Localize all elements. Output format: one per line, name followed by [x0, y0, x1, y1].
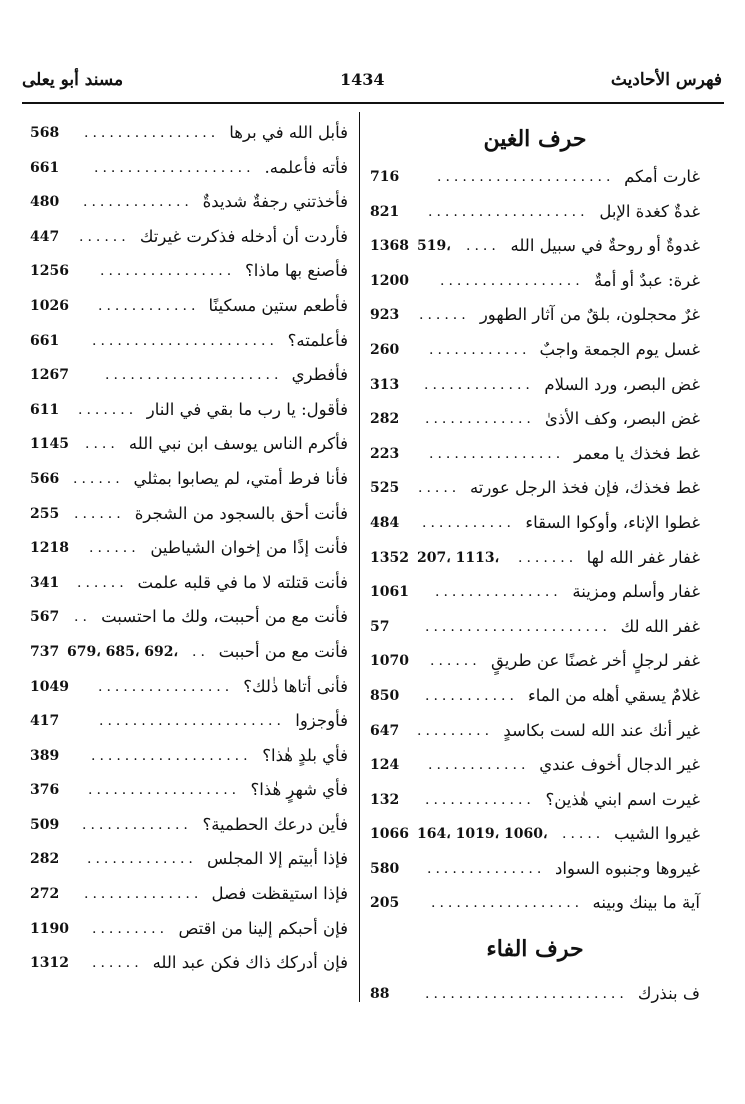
entry-text: غفر الله لك — [620, 616, 700, 636]
index-entry — [370, 852, 700, 887]
index-entry — [30, 289, 348, 324]
entry-text: فأنت إذًا من إخوان الشياطين — [150, 538, 348, 558]
entry-list-ghain — [370, 160, 700, 921]
entry-text: غير الدجال أخوف عندي — [539, 755, 700, 775]
entry-page-number: 1368 — [370, 238, 409, 255]
index-entry — [370, 368, 700, 403]
dot-leader: .................. — [88, 782, 241, 799]
dot-leader: ....... — [518, 549, 578, 566]
index-entry — [370, 402, 700, 437]
dot-leader: ................ — [98, 678, 234, 695]
entry-page-number: 255 — [30, 505, 60, 522]
entry-text: آية ما بينك وبينه — [592, 893, 700, 913]
entry-page-number: 1026 — [30, 297, 69, 314]
index-entry — [30, 185, 348, 220]
entry-page-number: 132 — [370, 791, 400, 808]
dot-leader: ................ — [100, 263, 236, 280]
dot-leader: ............. — [425, 411, 535, 428]
entry-text: فأنا فرط أمتي، لم يصابوا بمثلي — [133, 468, 348, 488]
dot-leader: ................ — [429, 445, 565, 462]
entry-page-number: 1145 — [30, 436, 69, 453]
entry-page-number: 282 — [370, 411, 400, 428]
entry-extra-pages: 164، 1019، 1060، — [417, 826, 548, 843]
entry-page-number: 1070 — [370, 653, 409, 670]
dot-leader: ..................... — [437, 169, 615, 185]
entry-page-number: 1066 — [370, 826, 409, 843]
page-header — [22, 70, 722, 100]
header-index-title: فهرس الأحاديث — [610, 70, 722, 90]
dot-leader: ................... — [94, 159, 255, 176]
entry-text: فأنت قتلته لا ما في قلبه علمت — [137, 572, 348, 592]
index-entry — [370, 471, 700, 506]
index-entry — [370, 783, 700, 818]
dot-leader: ........... — [425, 687, 518, 704]
index-entry — [30, 877, 348, 912]
entry-page-number: 1312 — [30, 955, 69, 972]
dot-leader: ...... — [92, 955, 143, 972]
index-entry — [370, 610, 700, 645]
index-entry — [370, 748, 700, 783]
dot-leader: ...... — [73, 470, 124, 487]
section-heading-fa: حرف الفاء — [486, 936, 584, 963]
entry-text: فأعلمته؟ — [287, 330, 348, 350]
dot-leader: ......... — [417, 722, 494, 739]
right-column — [370, 122, 700, 1012]
index-entry — [370, 714, 700, 749]
entry-page-number: 389 — [30, 747, 60, 764]
entry-page-number: 88 — [370, 986, 390, 1003]
entry-text: فأردت أن أدخله فذكرت غيرتك — [139, 226, 348, 246]
dot-leader: ................... — [91, 747, 252, 764]
index-entry — [30, 254, 348, 289]
dot-leader: .... — [466, 238, 500, 255]
entry-page-number: 1267 — [30, 367, 69, 384]
index-entry — [30, 912, 348, 947]
entry-page-number: 1200 — [370, 272, 409, 289]
dot-leader: ............. — [83, 194, 193, 211]
entry-text: فإذا استيقظت فصل — [211, 884, 348, 904]
entry-page-number: 923 — [370, 307, 400, 324]
entry-page-number: 821 — [370, 203, 400, 220]
index-entry — [30, 842, 348, 877]
index-entry — [30, 635, 348, 670]
index-entry — [30, 808, 348, 843]
index-entry — [30, 497, 348, 532]
entry-page-number: 1190 — [30, 920, 69, 937]
entry-text: فأنت أحق بالسجود من الشجرة — [134, 503, 348, 523]
entry-text: فإذا أبيتم إلا المجلس — [207, 849, 348, 869]
dot-leader: ..... — [418, 480, 461, 497]
entry-page-number: 484 — [370, 514, 400, 531]
header-book-title: مسند أبو يعلى — [22, 70, 124, 90]
dot-leader: .................. — [431, 895, 584, 912]
entry-page-number: 568 — [30, 125, 60, 141]
entry-text: فأنت مع من أحببت، ولك ما احتسبت — [101, 607, 348, 627]
entry-page-number: 611 — [30, 401, 60, 418]
entry-text: فأته فأعلمه. — [264, 157, 348, 177]
index-entry — [30, 220, 348, 255]
entry-page-number: 282 — [30, 851, 60, 868]
dot-leader: ...... — [79, 228, 130, 245]
entry-text: فأنت مع من أحببت — [218, 641, 348, 661]
index-entry — [370, 437, 700, 472]
index-entry — [30, 704, 348, 739]
entry-page-number: 480 — [30, 194, 60, 211]
entry-text: فأطعم ستين مسكينًا — [208, 295, 348, 315]
entry-text: ف بنذرك — [637, 984, 700, 1004]
dot-leader: ...... — [77, 574, 128, 591]
dot-leader: .... — [85, 436, 119, 453]
header-rule — [22, 102, 724, 104]
entry-text: غفار غفر الله لها — [586, 547, 700, 567]
index-entry — [370, 817, 700, 852]
dot-leader: ........................ — [425, 986, 628, 1003]
index-entry — [30, 773, 348, 808]
dot-leader: .. — [74, 609, 91, 626]
dot-leader: ................. — [440, 272, 584, 289]
index-entry — [30, 462, 348, 497]
index-entry — [370, 298, 700, 333]
dot-leader: ............. — [82, 816, 192, 833]
entry-page-number: 566 — [30, 470, 60, 487]
index-entry — [370, 264, 700, 299]
entry-text: غفر لرجلٍ أخر غصنًا عن طريقٍ — [491, 651, 700, 671]
entry-list-left — [30, 116, 348, 981]
entry-text: غارت أمكم — [624, 167, 700, 186]
entry-page-number: 525 — [370, 480, 400, 497]
entry-page-number: 661 — [30, 332, 60, 349]
entry-page-number: 124 — [370, 757, 400, 774]
dot-leader: ...... — [89, 540, 140, 557]
dot-leader: ................ — [84, 125, 220, 141]
entry-text: فأنى أتاها ذٰلك؟ — [243, 676, 348, 696]
index-entry — [370, 506, 700, 541]
index-entry — [370, 333, 700, 368]
index-entry — [370, 541, 700, 576]
entry-text: غيروها وجنبوه السواد — [555, 858, 700, 878]
index-entry — [370, 644, 700, 679]
entry-page-number: 313 — [370, 376, 400, 393]
dot-leader: ...................... — [425, 618, 611, 635]
entry-list-fa — [370, 977, 700, 1012]
index-entry — [30, 116, 348, 151]
dot-leader: ............. — [87, 851, 197, 868]
dot-leader: ....... — [78, 401, 138, 418]
entry-text: فأفطري — [291, 365, 348, 385]
entry-text: فأكرم الناس يوسف ابن نبي الله — [128, 434, 348, 454]
dot-leader: ..................... — [105, 367, 283, 384]
entry-text: غرٌ محجلون، بلقٌ من آثار الطهور — [479, 305, 700, 325]
entry-page-number: 272 — [30, 886, 60, 903]
entry-text: فأصنع بها ماذا؟ — [245, 261, 348, 281]
entry-text: غدةٌ كغدة الإبل — [599, 201, 700, 221]
index-entry — [30, 324, 348, 359]
index-entry — [30, 566, 348, 601]
index-entry — [30, 600, 348, 635]
entry-page-number: 661 — [30, 159, 60, 176]
entry-page-number: 1061 — [370, 584, 409, 601]
entry-extra-pages: 519، — [417, 238, 451, 255]
entry-text: غلامٌ يسقي أهله من الماء — [527, 685, 700, 705]
dot-leader: ..... — [562, 826, 605, 843]
index-entry — [370, 195, 700, 230]
dot-leader: ................... — [428, 203, 589, 220]
entry-text: غير أنك عند الله لست بكاسدٍ — [503, 720, 700, 740]
dot-leader: ............ — [98, 297, 200, 314]
dot-leader: ............. — [424, 376, 534, 393]
dot-leader: ............. — [425, 791, 535, 808]
entry-text: غط فخذك يا معمر — [574, 443, 700, 463]
dot-leader: ...... — [74, 505, 125, 522]
entry-page-number: 447 — [30, 228, 60, 245]
entry-text: فأوجزوا — [295, 711, 348, 731]
dot-leader: ............ — [429, 341, 531, 358]
entry-page-number: 716 — [370, 169, 400, 185]
entry-page-number: 647 — [370, 722, 400, 739]
entry-extra-pages: 207، 1113، — [417, 549, 500, 566]
entry-text: فإن أدركك ذاك فكن عبد الله — [152, 953, 348, 973]
entry-page-number: 1218 — [30, 540, 69, 557]
left-column — [30, 116, 348, 981]
entry-text: غط فخذك، فإن فخذ الرجل عورته — [469, 478, 700, 498]
dot-leader: ......... — [92, 920, 169, 937]
index-entry — [30, 393, 348, 428]
index-entry — [370, 575, 700, 610]
index-entry — [370, 886, 700, 921]
entry-text: غرة: عبدٌ أو أمةٌ — [594, 270, 700, 290]
entry-text: غسل يوم الجمعة واجبٌ — [539, 339, 700, 359]
entry-text: فأي بلدٍ هٰذا؟ — [262, 745, 348, 765]
entry-text: غض البصر، ورد السلام — [544, 374, 700, 394]
entry-page-number: 57 — [370, 618, 390, 635]
entry-text: فأين درعك الحطمية؟ — [202, 814, 348, 834]
entry-text: غيرت اسم ابني هٰذين؟ — [545, 789, 700, 809]
entry-extra-pages: 679، 685، 692، — [67, 643, 178, 660]
entry-page-number: 1049 — [30, 678, 69, 695]
section-heading-ghain: حرف الغين — [483, 126, 587, 152]
entry-page-number: 567 — [30, 609, 60, 626]
entry-page-number: 341 — [30, 574, 60, 591]
entry-text: غفار وأسلم ومزينة — [572, 582, 700, 602]
entry-text: فأخذتني رجفةٌ شديدةٌ — [202, 192, 348, 212]
index-entry — [370, 160, 700, 195]
index-entry — [370, 679, 700, 714]
dot-leader: .............. — [427, 860, 546, 877]
dot-leader: ...................... — [92, 332, 278, 349]
dot-leader: ........... — [422, 514, 515, 531]
entry-text: فأبل الله في برها — [229, 123, 348, 142]
dot-leader: ...... — [430, 653, 481, 670]
dot-leader: .. — [192, 643, 209, 660]
entry-text: فأقول: يا رب ما بقي في النار — [146, 399, 348, 419]
index-entry — [30, 427, 348, 462]
entry-page-number: 376 — [30, 782, 60, 799]
dot-leader: ............... — [435, 584, 562, 601]
dot-leader: .............. — [84, 886, 203, 903]
page-number: 1434 — [340, 70, 385, 89]
dot-leader: ............ — [428, 757, 530, 774]
entry-text: غطوا الإناء، وأوكوا السقاء — [525, 512, 700, 532]
entry-page-number: 1352 — [370, 549, 409, 566]
index-entry — [30, 946, 348, 981]
index-entry — [370, 977, 700, 1012]
entry-page-number: 737 — [30, 643, 60, 660]
entry-page-number: 417 — [30, 713, 60, 730]
dot-leader: ...................... — [99, 713, 285, 730]
index-entry — [370, 229, 700, 264]
entry-page-number: 850 — [370, 687, 400, 704]
entry-text: فإن أحبكم إلينا من اقتص — [178, 918, 348, 938]
index-entry — [30, 151, 348, 186]
index-entry — [30, 670, 348, 705]
entry-page-number: 580 — [370, 860, 400, 877]
index-entry — [30, 531, 348, 566]
entry-page-number: 1256 — [30, 263, 69, 280]
index-entry — [30, 739, 348, 774]
entry-text: فأي شهرٍ هٰذا؟ — [250, 780, 348, 800]
entry-text: غيروا الشيب — [613, 824, 700, 844]
entry-page-number: 223 — [370, 445, 400, 462]
entry-page-number: 205 — [370, 895, 400, 912]
entry-page-number: 509 — [30, 816, 60, 833]
entry-page-number: 260 — [370, 341, 400, 358]
entry-text: غض البصر، وكف الأذىٰ — [544, 409, 700, 429]
column-divider — [359, 112, 360, 1002]
entry-text: غدوةٌ أو روحةٌ في سبيل الله — [510, 236, 700, 256]
index-entry — [30, 358, 348, 393]
dot-leader: ...... — [419, 307, 470, 324]
